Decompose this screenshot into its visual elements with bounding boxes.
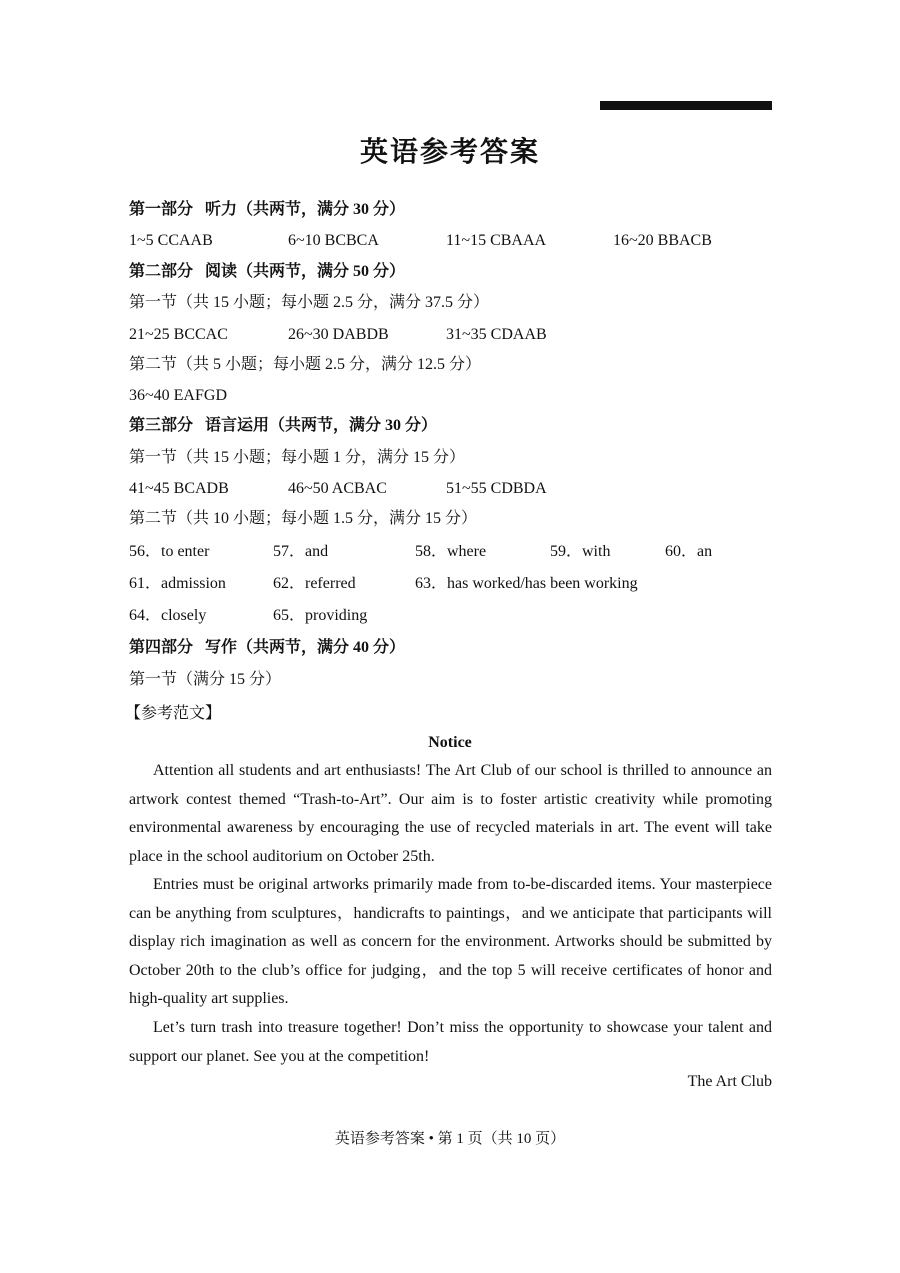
fill-answer: 56．to enter <box>129 543 210 560</box>
part3-section2: 第二节（共 10 小题；每小题 1.5 分，满分 15 分） <box>129 510 478 527</box>
part1-label: 第一部分 <box>129 201 194 218</box>
page-title: 英语参考答案 <box>359 137 540 168</box>
notice-paragraph: Attention all students and art enthusiasts! The Art Club of our school is thrilled to announce an artwork contest themed “Trash-to-Art”. Our aim is to foster artistic creativity while promoting environmental awareness by encouraging the use of recycled materials in art. The event will take place in the school auditorium on October 25th. <box>129 762 772 865</box>
fill-answer: 65．providing <box>273 607 368 624</box>
answer-group: 46~50 ACBAC <box>288 480 387 497</box>
notice-paragraph: Let’s turn trash into treasure together! Don’t miss the opportunity to showcase your talent and support our planet. See you at the competition! <box>129 1019 772 1065</box>
answer-group: 21~25 BCCAC <box>129 326 228 343</box>
fill-answer: 62．referred <box>273 575 356 592</box>
fill-answer: 59．with <box>550 543 611 560</box>
answer-group: 51~55 CDBDA <box>446 480 547 497</box>
fill-answer: 64．closely <box>129 607 207 624</box>
fill-answer: 60．an <box>665 543 713 560</box>
part1-title: 听力（共两节，满分 30 分） <box>205 201 406 218</box>
part3-label: 第三部分 <box>129 417 194 434</box>
answer-group: 6~10 BCBCA <box>288 232 379 249</box>
part2-label: 第二部分 <box>129 263 194 280</box>
fill-answer: 61．admission <box>129 575 226 592</box>
part2-title: 阅读（共两节，满分 50 分） <box>205 263 406 280</box>
part4-section1: 第一节（满分 15 分） <box>129 671 282 688</box>
answer-group: 11~15 CBAAA <box>446 232 547 249</box>
fill-answer: 63．has worked/has been working <box>415 575 638 592</box>
page-footer: 英语参考答案 • 第 1 页（共 10 页） <box>334 1131 566 1147</box>
part2-heading <box>129 262 405 282</box>
part1-heading <box>129 200 405 220</box>
notice-paragraph: Entries must be original artworks primarily made from to-be-discarded items. Your masterpiece can be anything from sculptures，handicrafts to paintings，and we anticipate that participants will display rich imagination as well as concern for the environment. Artworks should be submitted by October 20th to the club’s office for judging，and the top 5 will receive certificates of honor and high-quality art supplies. <box>129 876 772 1008</box>
part2-section2: 第二节（共 5 小题；每小题 2.5 分，满分 12.5 分） <box>129 356 482 373</box>
part4-label: 第四部分 <box>129 639 194 656</box>
answer-group: 26~30 DABDB <box>288 326 389 343</box>
top-bar-decoration <box>600 101 772 110</box>
answer-group: 16~20 BBACB <box>613 232 712 249</box>
part3-section1: 第一节（共 15 小题；每小题 1 分，满分 15 分） <box>129 449 466 466</box>
part3-title: 语言运用（共两节，满分 30 分） <box>205 417 438 434</box>
part4-title: 写作（共两节，满分 40 分） <box>205 639 406 656</box>
part4-heading <box>129 638 405 658</box>
notice-title: Notice <box>428 734 472 751</box>
notice-signature: The Art Club <box>687 1073 772 1090</box>
answer-group: 41~45 BCADB <box>129 480 229 497</box>
answer-group: 1~5 CCAAB <box>129 232 213 249</box>
fill-answer: 58．where <box>415 543 487 560</box>
part2-section1: 第一节（共 15 小题；每小题 2.5 分，满分 37.5 分） <box>129 294 490 311</box>
answer-group: 36~40 EAFGD <box>129 387 227 404</box>
sample-label: 【参考范文】 <box>125 705 222 722</box>
part3-heading <box>129 416 437 436</box>
fill-answer: 57．and <box>273 543 329 560</box>
answer-group: 31~35 CDAAB <box>446 326 547 343</box>
